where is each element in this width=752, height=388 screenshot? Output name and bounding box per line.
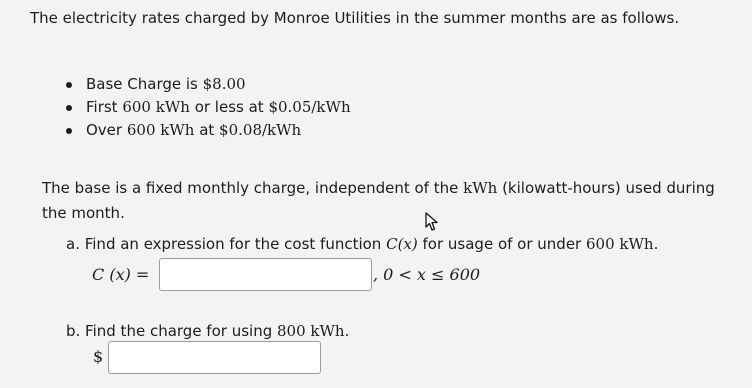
question-a-prefix: a. Find an expression for the cost function: [66, 235, 387, 253]
rate-value: $0.05/kWh: [268, 98, 351, 116]
question-b: [66, 320, 349, 342]
question-b-end: .: [344, 322, 350, 340]
bullet-icon: [66, 82, 72, 88]
mouse-pointer-icon: [424, 212, 440, 232]
rate-item-over-tier: [66, 119, 351, 142]
bullet-icon: [66, 105, 72, 111]
cost-function-answer-input[interactable]: [159, 258, 372, 291]
base-note-after: (kilowatt-hours) used during the month.: [42, 179, 715, 222]
rate-amount: 600 kWh: [126, 121, 195, 139]
rate-label: Over: [86, 121, 127, 139]
question-a-amount: 600 kWh: [585, 235, 654, 253]
base-note-before: The base is a fixed monthly charge, independent of the: [42, 179, 464, 197]
rate-label: Base Charge is: [86, 75, 203, 93]
rate-value: $8.00: [202, 75, 246, 93]
rate-item-first-tier: [66, 96, 351, 119]
base-charge-note: [42, 176, 742, 226]
question-b-amount: 800 kWh: [277, 322, 345, 340]
function-name: C: [386, 235, 398, 253]
rate-label: First: [86, 98, 123, 116]
cost-function-lhs: C (x) =: [92, 265, 150, 284]
rate-value: $0.08/kWh: [219, 121, 302, 139]
rate-connector: or less at: [189, 98, 269, 116]
rate-connector: at: [194, 121, 220, 139]
currency-symbol: $: [93, 347, 104, 366]
problem-intro: The electricity rates charged by Monroe Utilities in the summer months are as follows.: [30, 9, 680, 27]
rate-list: [66, 73, 351, 142]
bullet-icon: [66, 128, 72, 134]
function-arg: (x): [397, 235, 418, 253]
question-b-prefix: b. Find the charge for using: [66, 322, 277, 340]
question-a: [66, 233, 658, 255]
question-a-end: .: [653, 235, 659, 253]
rate-amount: 600 kWh: [122, 98, 190, 116]
base-note-unit: kWh: [463, 179, 498, 197]
domain-condition: , 0 < x ≤ 600: [373, 265, 481, 284]
rate-item-base-charge: [66, 73, 351, 96]
question-a-middle: for usage of or under: [417, 235, 586, 253]
charge-answer-input[interactable]: [108, 341, 321, 374]
